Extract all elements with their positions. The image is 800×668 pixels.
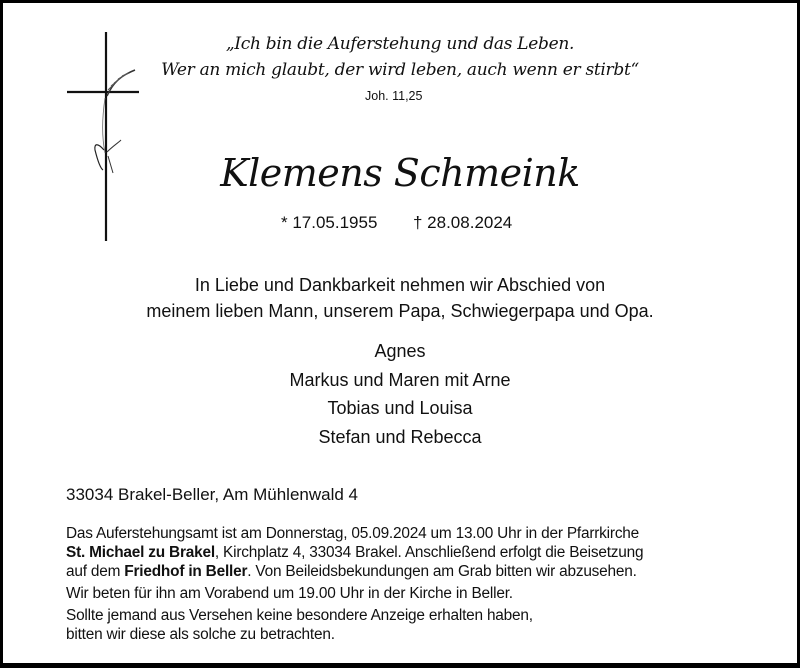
obituary-notice <box>3 3 797 663</box>
church-name: St. Michael zu Brakel <box>66 544 215 561</box>
details-line: bitten wir diese als solche zu betrachten. <box>66 626 335 643</box>
birth-date: * 17.05.1955 <box>281 213 378 232</box>
mourner: Agnes <box>374 341 426 361</box>
death-date: † 28.08.2024 <box>413 213 513 232</box>
details-line: Sollte jemand aus Versehen keine besondere Anzeige erhalten haben, <box>66 607 533 624</box>
details-line <box>66 563 637 581</box>
details-text: , Kirchplatz 4, 33034 Brakel. Anschließend erfolgt die Beisetzung <box>214 544 644 561</box>
mourner: Markus und Maren mit Arne <box>289 370 511 390</box>
quote-line-2: Wer an mich glaubt, der wird leben, auch wenn er stirbt“ <box>161 60 639 80</box>
cemetery-name: Friedhof in Beller <box>124 563 248 580</box>
quote-line-1: „Ich bin die Auferstehung und das Leben. <box>225 34 575 54</box>
deceased-name: Klemens Schmeink <box>220 151 580 195</box>
details-line: Wir beten für ihn am Vorabend um 19.00 Uhr in der Kirche in Beller. <box>66 585 513 602</box>
details-text: auf dem <box>66 563 125 580</box>
mourner: Stefan und Rebecca <box>318 427 482 447</box>
message-line-2: meinem lieben Mann, unserem Papa, Schwiegerpapa und Opa. <box>146 301 654 321</box>
details-line: Das Auferstehungsamt ist am Donnerstag, 05.09.2024 um 13.00 Uhr in der Pfarrkirche <box>66 525 640 542</box>
address: 33034 Brakel-Beller, Am Mühlenwald 4 <box>66 485 358 504</box>
quote-source: Joh. 11,25 <box>365 89 423 103</box>
mourner: Tobias und Louisa <box>327 398 473 418</box>
details-text: . Von Beileidsbekundungen am Grab bitten wir abzusehen. <box>247 563 637 580</box>
message-line-1: In Liebe und Dankbarkeit nehmen wir Abschied von <box>194 275 606 295</box>
details-line <box>66 544 643 562</box>
